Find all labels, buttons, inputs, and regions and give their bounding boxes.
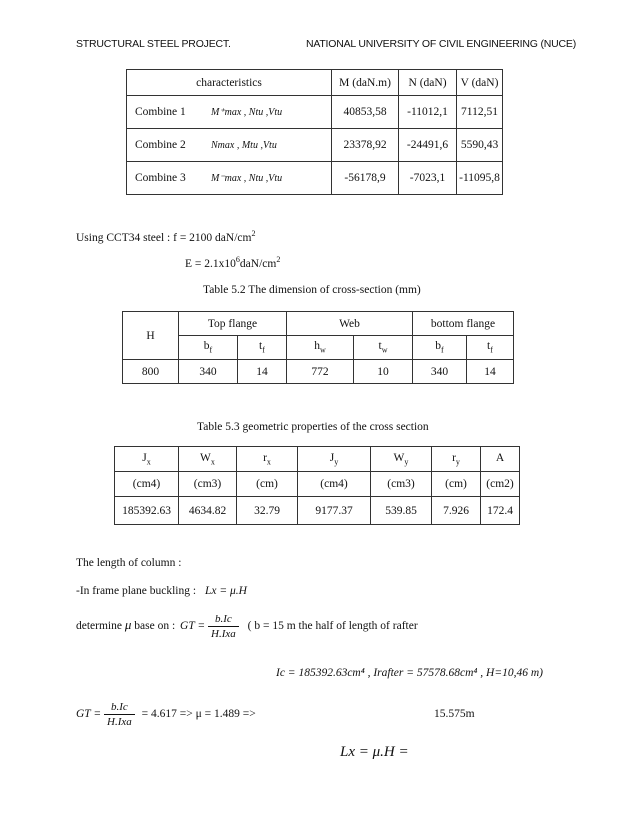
cell: 10 — [354, 360, 413, 384]
combine-table — [126, 69, 503, 195]
row-v: 5590,43 — [457, 129, 503, 162]
steel-line-2: $E = 2.1x10^6daN/cm^2$ — [185, 255, 281, 270]
cell: 9177.37 — [298, 497, 371, 525]
unit: (cm3) — [179, 472, 237, 497]
cell: 800 — [123, 360, 179, 384]
table-row — [115, 472, 520, 497]
header-left: STRUCTURAL STEEL PROJECT. — [76, 38, 231, 50]
table52-caption: Table 5.2 The dimension of cross-section (mm) — [203, 284, 421, 296]
col-m: M (daN.m) — [332, 70, 399, 96]
row-n: -11012,1 — [399, 96, 457, 129]
subhead: $t_w$ — [354, 336, 413, 360]
cell: 14 — [467, 360, 514, 384]
row-v: 7112,51 — [457, 96, 503, 129]
ic-line: Ic = 185392.63cm⁴ , Irafter = 57578.68cm⁴ , H=10,46 m) — [276, 667, 543, 679]
gt-fraction-2: $\frac{b.Ic}{\text{H.Ixa}}$ — [104, 700, 135, 729]
head: $W_y$ — [371, 447, 432, 472]
head: A — [481, 447, 520, 472]
group-web: Web — [287, 312, 413, 336]
cell: 172.4 — [481, 497, 520, 525]
row-n: -24491,6 — [399, 129, 457, 162]
unit: (cm) — [432, 472, 481, 497]
subhead: $h_w$ — [287, 336, 354, 360]
subhead: $b_f$ — [413, 336, 467, 360]
table53-caption: Table 5.3 geometric properties of the cross section — [197, 421, 429, 433]
table-row — [123, 360, 514, 384]
cell: 7.926 — [432, 497, 481, 525]
unit: (cm) — [237, 472, 298, 497]
cell: 340 — [413, 360, 467, 384]
cell: 772 — [287, 360, 354, 384]
subhead: $t_f$ — [238, 336, 287, 360]
table-row — [127, 129, 503, 162]
row-v: -11095,8 — [457, 162, 503, 195]
length-title: The length of column : — [76, 557, 182, 569]
head: $r_x$ — [237, 447, 298, 472]
table-row — [127, 96, 503, 129]
row-formula: Nmax , Mtu ,Vtu — [199, 129, 332, 162]
determine-line: determine μ base on : GT = $\frac{b.Ic}{\text{H.Ixa}}$ ( b = 15 m the half of length of rafter — [76, 613, 418, 640]
table-row — [115, 497, 520, 525]
col-characteristics: characteristics — [127, 70, 332, 96]
row-m: -56178,9 — [332, 162, 399, 195]
table52 — [122, 311, 514, 384]
unit: (cm4) — [298, 472, 371, 497]
row-m: 40853,58 — [332, 96, 399, 129]
buckling-formula: Lx = μ.H — [204, 585, 247, 597]
cell: 340 — [179, 360, 238, 384]
head: $J_x$ — [115, 447, 179, 472]
cell: 32.79 — [237, 497, 298, 525]
row-formula: M⁺max , Ntu ,Vtu — [199, 96, 332, 129]
cell: 539.85 — [371, 497, 432, 525]
row-label: Combine 3 — [127, 162, 200, 195]
cell: 14 — [238, 360, 287, 384]
row-label: Combine 1 — [127, 96, 200, 129]
result-value: 15.575m — [434, 708, 475, 720]
h-header: H — [123, 312, 179, 360]
gt-fraction: $\frac{b.Ic}{\text{H.Ixa}}$ — [208, 612, 239, 641]
subhead: $b_f$ — [179, 336, 238, 360]
table-row — [127, 162, 503, 195]
steel-line-1: Using CCT34 steel : f = 2100 daN/$cm^2$ — [76, 229, 256, 244]
group-bottom-flange: bottom flange — [413, 312, 514, 336]
col-n: N (daN) — [399, 70, 457, 96]
col-v: V (daN) — [457, 70, 503, 96]
group-top-flange: Top flange — [179, 312, 287, 336]
row-formula: M⁻max , Ntu ,Vtu — [199, 162, 332, 195]
row-n: -7023,1 — [399, 162, 457, 195]
buckling-line: -In frame plane buckling : Lx = μ.H — [76, 585, 247, 597]
head: $W_x$ — [179, 447, 237, 472]
unit: (cm3) — [371, 472, 432, 497]
subhead: $t_f$ — [467, 336, 514, 360]
table53 — [114, 446, 520, 525]
row-m: 23378,92 — [332, 129, 399, 162]
unit: (cm4) — [115, 472, 179, 497]
header-right: NATIONAL UNIVERSITY OF CIVIL ENGINEERING (NUCE) — [305, 38, 576, 50]
row-label: Combine 2 — [127, 129, 200, 162]
unit: (cm2) — [481, 472, 520, 497]
head: $r_y$ — [432, 447, 481, 472]
cell: 185392.63 — [115, 497, 179, 525]
head: $J_y$ — [298, 447, 371, 472]
cell: 4634.82 — [179, 497, 237, 525]
final-formula: Lx = μ.H = — [340, 744, 409, 760]
gt-result-line: GT = $\frac{b.Ic}{\text{H.Ixa}}$ = 4.617 => μ = 1.489 => — [76, 701, 256, 728]
